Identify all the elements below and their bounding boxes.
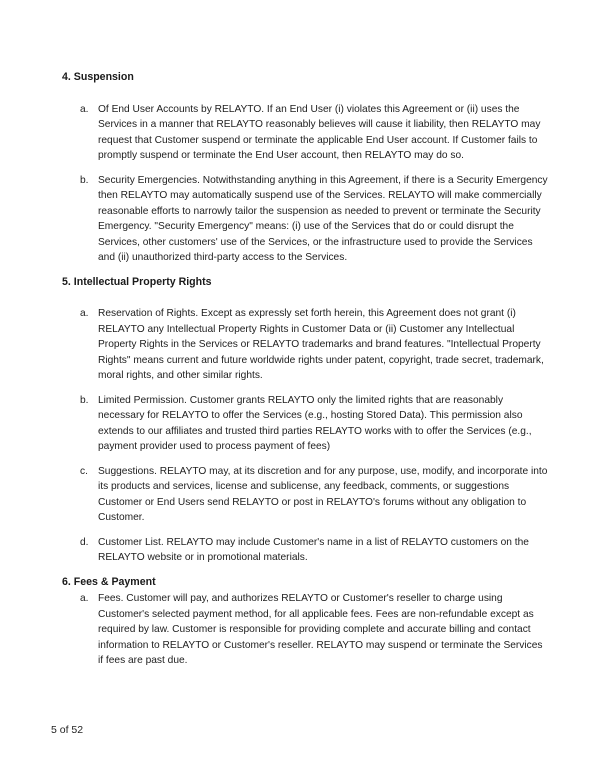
list-item-text: Customer List. RELAYTO may include Customer's name in a list of RELAYTO customers on the RELAYTO website or in promotional materials. bbox=[98, 536, 529, 563]
page-number: 5 of 52 bbox=[51, 724, 84, 736]
list-item-marker: b. bbox=[80, 174, 89, 186]
list-item-marker: d. bbox=[80, 536, 89, 548]
list-item bbox=[80, 102, 550, 164]
list-item-marker: a. bbox=[80, 103, 89, 115]
section-fees-payment bbox=[62, 575, 550, 669]
list-item-marker: b. bbox=[80, 394, 89, 406]
list-item-marker: a. bbox=[80, 593, 89, 604]
list-item bbox=[80, 393, 550, 455]
section-heading: 5. Intellectual Property Rights bbox=[62, 275, 212, 288]
section-item-list bbox=[80, 591, 550, 669]
list-item bbox=[80, 591, 550, 669]
list-item-marker: c. bbox=[80, 465, 88, 477]
list-item bbox=[80, 173, 550, 266]
list-item bbox=[80, 306, 550, 384]
section-heading: 4. Suspension bbox=[62, 71, 134, 83]
list-item-text: Reservation of Rights. Except as expressly set forth herein, this Agreement does not grant (i) RELAYTO any Intellectual Property Rights in Customer Data or (ii) Customer any Intellectual Property Rights in the Services or RELAYTO trademarks and brand features. "Intellectual Property Rights" means current and future worldwide rights under patent, copyright, trade secret, trademark, moral rights, and other similar rights. bbox=[98, 308, 544, 381]
section-item-list bbox=[80, 102, 550, 266]
list-item-text: Of End User Accounts by RELAYTO. If an End User (i) violates this Agreement or (ii) uses the Services in a manner that RELAYTO reasonably believes will cause it liability, then RELAYTO may request that Customer suspend or terminate the applicable End User account. If Customer fails to promptly suspend or terminate the End User account, then RELAYTO may do so. bbox=[98, 103, 541, 161]
section-heading: 6. Fees & Payment bbox=[62, 575, 156, 588]
list-item bbox=[80, 535, 550, 566]
list-item-text: Fees. Customer will pay, and authorizes RELAYTO or Customer's reseller to charge using Customer's selected payment method, for all applicable fees. Fees are non-refundable except as required by law. Customer is responsible for providing complete and accurate billing and contact information to RELAYTO or Customer's reseller. RELAYTO may suspend or terminate the Services if fees are past due. bbox=[98, 593, 543, 666]
section-suspension bbox=[62, 70, 550, 266]
section-intellectual-property bbox=[62, 275, 550, 566]
list-item-text: Security Emergencies. Notwithstanding anything in this Agreement, if there is a Security Emergency then RELAYTO may automatically suspend use of the Services. RELAYTO will make commercially reasonable efforts to narrowly tailor the suspension as needed to prevent or terminate the Security Emergency. "Security Emergency" means: (i) use of the Services that do or could disrupt the Services, other customers' use of the Services, or the infrastructure used to provide the Services and (ii) unauthorized third-party access to the Services. bbox=[98, 174, 548, 263]
list-item-marker: a. bbox=[80, 308, 89, 319]
section-item-list bbox=[80, 306, 550, 566]
list-item bbox=[80, 464, 550, 526]
list-item-text: Suggestions. RELAYTO may, at its discretion and for any purpose, use, modify, and incorporate into its products and services, license and sublicense, any feedback, comments, or suggestions Customer or End Users send RELAYTO or post in RELAYTO's forums without any obligation to Customer. bbox=[98, 465, 548, 523]
list-item-text: Limited Permission. Customer grants RELAYTO only the limited rights that are reasonably necessary for RELAYTO to offer the Services (e.g., hosting Stored Data). This permission also extends to our affiliates and trusted third parties RELAYTO works with to offer the Services (e.g., payment provider used to process payment of fees) bbox=[98, 394, 532, 452]
